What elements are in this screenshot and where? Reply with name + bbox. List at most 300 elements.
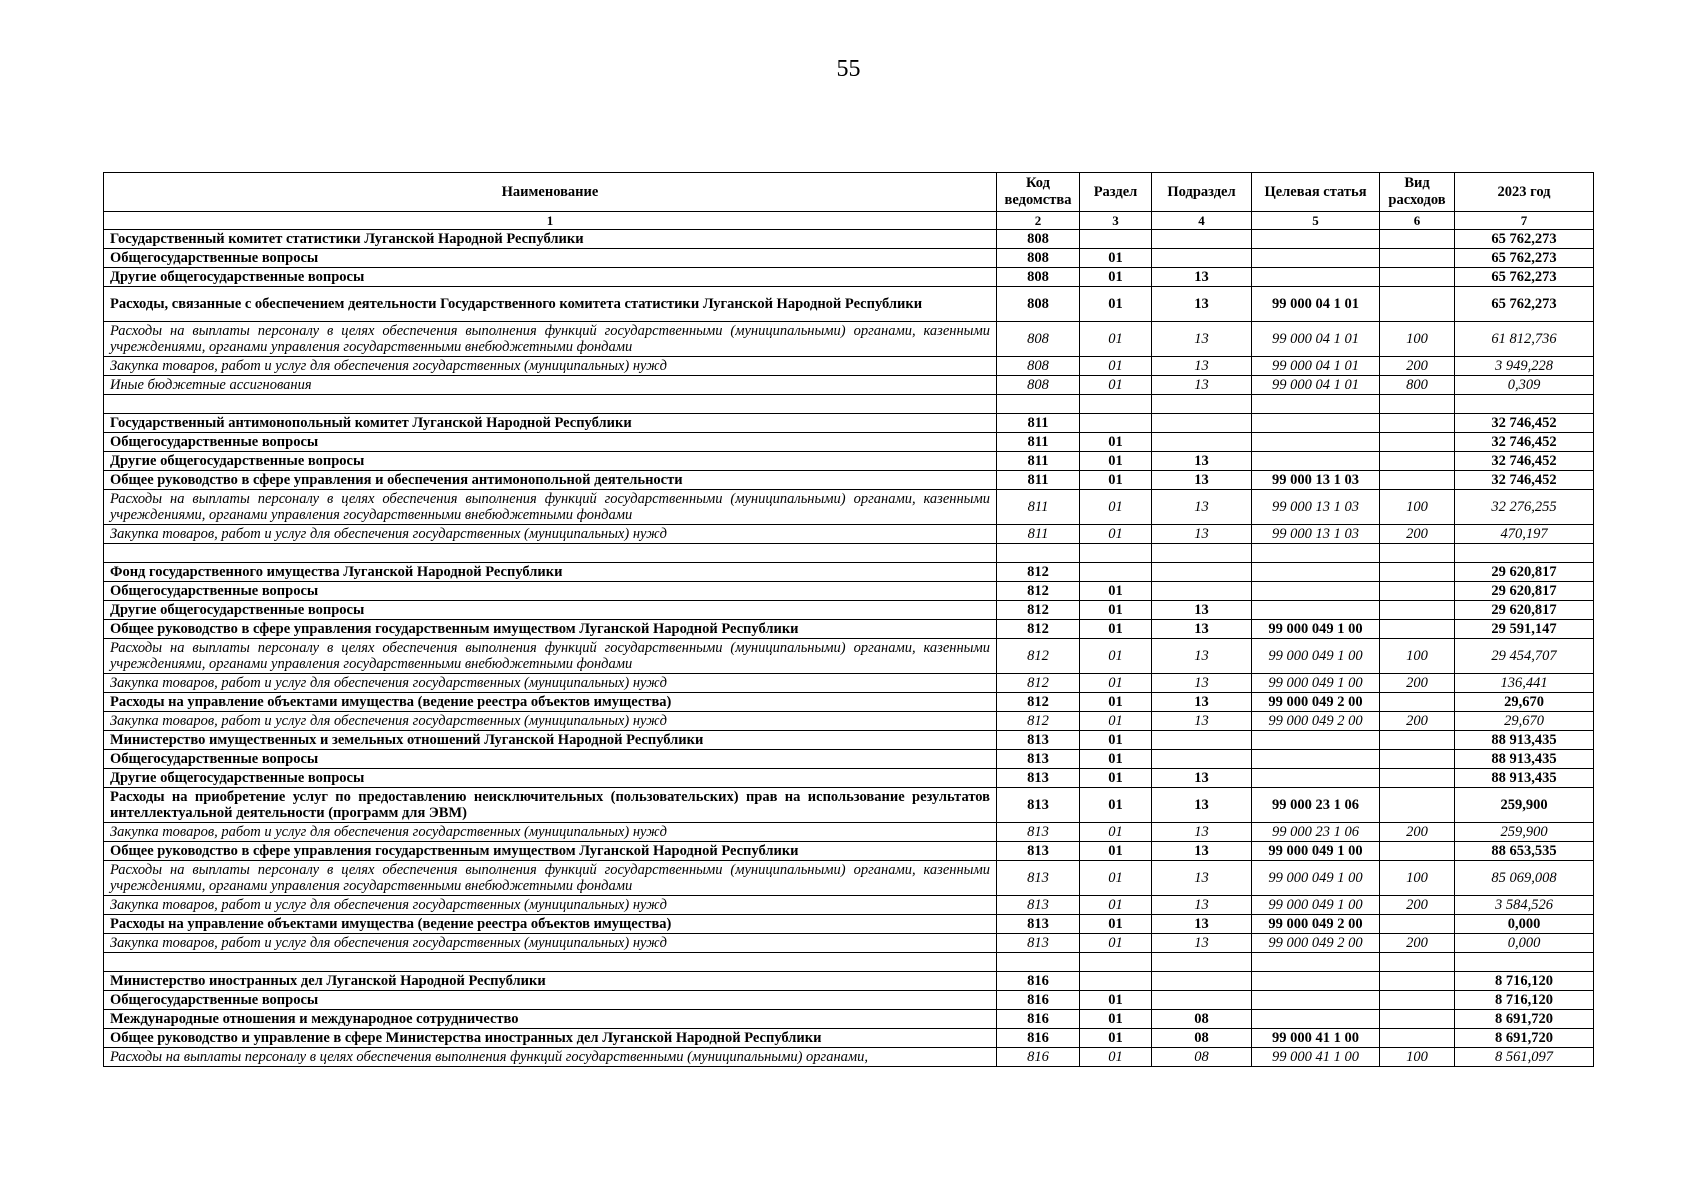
cell-name: Расходы, связанные с обеспечением деятельности Государственного комитета статистики Луганской Народной Республики: [104, 287, 997, 322]
cell-dept-code: 808: [997, 322, 1080, 357]
table-row: [104, 896, 1594, 915]
cell-target-item: 99 000 04 1 01: [1252, 376, 1380, 395]
cell-name: [104, 544, 997, 563]
cell-dept-code: 808: [997, 230, 1080, 249]
cell-dept-code: 811: [997, 490, 1080, 525]
cell-name: Другие общегосударственные вопросы: [104, 769, 997, 788]
cell-section: 01: [1080, 693, 1152, 712]
cell-target-item: 99 000 13 1 03: [1252, 471, 1380, 490]
cell-name: Общегосударственные вопросы: [104, 991, 997, 1010]
cell-target-item: 99 000 04 1 01: [1252, 287, 1380, 322]
cell-target-item: [1252, 953, 1380, 972]
cell-dept-code: 808: [997, 357, 1080, 376]
table-row: [104, 769, 1594, 788]
cell-amount: [1455, 395, 1594, 414]
table-row: [104, 268, 1594, 287]
cell-subsection: 13: [1152, 357, 1252, 376]
table-row: [104, 471, 1594, 490]
cell-amount: 3 949,228: [1455, 357, 1594, 376]
cell-amount: 32 746,452: [1455, 452, 1594, 471]
cell-expense-type: 100: [1380, 490, 1455, 525]
cell-section: [1080, 563, 1152, 582]
cell-expense-type: [1380, 915, 1455, 934]
cell-name: Другие общегосударственные вопросы: [104, 452, 997, 471]
cell-target-item: [1252, 601, 1380, 620]
page-number: 55: [836, 56, 861, 82]
cell-dept-code: 812: [997, 601, 1080, 620]
table-row: [104, 376, 1594, 395]
cell-section: 01: [1080, 268, 1152, 287]
table-row: [104, 823, 1594, 842]
column-number: 1: [104, 212, 997, 230]
column-number: 5: [1252, 212, 1380, 230]
cell-name: Расходы на выплаты персоналу в целях обеспечения выполнения функций государственными (муниципальными) органами,: [104, 1048, 997, 1067]
cell-expense-type: [1380, 433, 1455, 452]
header-year-2023: 2023 год: [1455, 173, 1594, 212]
table-row: [104, 991, 1594, 1010]
cell-target-item: [1252, 991, 1380, 1010]
cell-name: [104, 953, 997, 972]
cell-subsection: 13: [1152, 915, 1252, 934]
cell-section: 01: [1080, 357, 1152, 376]
cell-dept-code: 812: [997, 639, 1080, 674]
table-row: [104, 287, 1594, 322]
cell-target-item: 99 000 13 1 03: [1252, 490, 1380, 525]
cell-section: 01: [1080, 842, 1152, 861]
cell-name: Государственный комитет статистики Луганской Народной Республики: [104, 230, 997, 249]
column-number-row: [104, 212, 1594, 230]
column-number: 7: [1455, 212, 1594, 230]
cell-target-item: 99 000 41 1 00: [1252, 1048, 1380, 1067]
cell-name: Закупка товаров, работ и услуг для обеспечения государственных (муниципальных) нужд: [104, 934, 997, 953]
cell-name: Закупка товаров, работ и услуг для обеспечения государственных (муниципальных) нужд: [104, 896, 997, 915]
column-number: 6: [1380, 212, 1455, 230]
cell-amount: 32 746,452: [1455, 433, 1594, 452]
table-row: [104, 788, 1594, 823]
cell-target-item: [1252, 544, 1380, 563]
cell-section: 01: [1080, 490, 1152, 525]
cell-dept-code: 808: [997, 287, 1080, 322]
cell-amount: 85 069,008: [1455, 861, 1594, 896]
header-target-item: Целевая статья: [1252, 173, 1380, 212]
cell-name: Общее руководство в сфере управления и обеспечения антимонопольной деятельности: [104, 471, 997, 490]
cell-target-item: [1252, 750, 1380, 769]
cell-amount: 32 746,452: [1455, 471, 1594, 490]
cell-target-item: 99 000 049 2 00: [1252, 934, 1380, 953]
table-row: [104, 249, 1594, 268]
cell-target-item: [1252, 452, 1380, 471]
cell-subsection: [1152, 563, 1252, 582]
cell-target-item: 99 000 049 1 00: [1252, 861, 1380, 896]
cell-amount: 29 454,707: [1455, 639, 1594, 674]
table-row: [104, 490, 1594, 525]
blank-row: [104, 395, 1594, 414]
cell-amount: 32 746,452: [1455, 414, 1594, 433]
cell-section: 01: [1080, 823, 1152, 842]
cell-name: [104, 395, 997, 414]
cell-section: 01: [1080, 525, 1152, 544]
cell-expense-type: [1380, 582, 1455, 601]
cell-name: Расходы на приобретение услуг по предоставлению неисключительных (пользовательских) прав на использование результатов интеллектуальной деятельности (программ для ЭВМ): [104, 788, 997, 823]
cell-section: 01: [1080, 601, 1152, 620]
cell-dept-code: 813: [997, 842, 1080, 861]
header-section: Раздел: [1080, 173, 1152, 212]
cell-amount: 88 653,535: [1455, 842, 1594, 861]
cell-target-item: 99 000 049 1 00: [1252, 842, 1380, 861]
cell-amount: [1455, 953, 1594, 972]
cell-name: Государственный антимонопольный комитет Луганской Народной Республики: [104, 414, 997, 433]
header-row: [104, 173, 1594, 212]
cell-name: Закупка товаров, работ и услуг для обеспечения государственных (муниципальных) нужд: [104, 674, 997, 693]
cell-amount: 65 762,273: [1455, 268, 1594, 287]
cell-subsection: 13: [1152, 376, 1252, 395]
cell-subsection: [1152, 230, 1252, 249]
cell-dept-code: 813: [997, 788, 1080, 823]
cell-subsection: 13: [1152, 287, 1252, 322]
cell-dept-code: 811: [997, 414, 1080, 433]
cell-subsection: 13: [1152, 620, 1252, 639]
cell-target-item: 99 000 049 2 00: [1252, 693, 1380, 712]
header-dept-code: Код ведомства: [997, 173, 1080, 212]
cell-section: 01: [1080, 582, 1152, 601]
cell-section: 01: [1080, 934, 1152, 953]
header-name: Наименование: [104, 173, 997, 212]
cell-expense-type: [1380, 750, 1455, 769]
cell-section: 01: [1080, 731, 1152, 750]
cell-section: 01: [1080, 991, 1152, 1010]
cell-dept-code: 812: [997, 582, 1080, 601]
table-row: [104, 601, 1594, 620]
cell-amount: 29,670: [1455, 712, 1594, 731]
cell-subsection: [1152, 433, 1252, 452]
cell-name: Расходы на управление объектами имущества (ведение реестра объектов имущества): [104, 915, 997, 934]
table-row: [104, 674, 1594, 693]
cell-subsection: [1152, 582, 1252, 601]
cell-subsection: 13: [1152, 471, 1252, 490]
cell-dept-code: 812: [997, 693, 1080, 712]
cell-expense-type: [1380, 731, 1455, 750]
cell-section: 01: [1080, 1029, 1152, 1048]
cell-target-item: 99 000 23 1 06: [1252, 823, 1380, 842]
cell-subsection: 13: [1152, 934, 1252, 953]
cell-amount: 61 812,736: [1455, 322, 1594, 357]
cell-subsection: 13: [1152, 452, 1252, 471]
cell-expense-type: 200: [1380, 525, 1455, 544]
cell-amount: 0,000: [1455, 915, 1594, 934]
cell-dept-code: 812: [997, 563, 1080, 582]
cell-name: Закупка товаров, работ и услуг для обеспечения государственных (муниципальных) нужд: [104, 823, 997, 842]
cell-amount: 29 620,817: [1455, 601, 1594, 620]
cell-dept-code: 813: [997, 896, 1080, 915]
cell-target-item: [1252, 582, 1380, 601]
cell-subsection: 13: [1152, 769, 1252, 788]
cell-name: Министерство иностранных дел Луганской Народной Республики: [104, 972, 997, 991]
cell-section: [1080, 972, 1152, 991]
cell-target-item: [1252, 769, 1380, 788]
table-row: [104, 433, 1594, 452]
cell-name: Иные бюджетные ассигнования: [104, 376, 997, 395]
cell-name: Общегосударственные вопросы: [104, 249, 997, 268]
cell-target-item: 99 000 049 2 00: [1252, 712, 1380, 731]
cell-name: Расходы на выплаты персоналу в целях обеспечения выполнения функций государственными (муниципальными) органами, казенными учреждениями, органами управления государственными внебюджетными фондами: [104, 639, 997, 674]
cell-amount: 8 561,097: [1455, 1048, 1594, 1067]
cell-section: 01: [1080, 620, 1152, 639]
cell-section: [1080, 544, 1152, 563]
cell-expense-type: [1380, 991, 1455, 1010]
cell-section: 01: [1080, 712, 1152, 731]
cell-target-item: [1252, 395, 1380, 414]
cell-amount: 29 620,817: [1455, 582, 1594, 601]
cell-section: 01: [1080, 471, 1152, 490]
cell-name: Общегосударственные вопросы: [104, 433, 997, 452]
cell-target-item: [1252, 268, 1380, 287]
cell-name: Общее руководство и управление в сфере Министерства иностранных дел Луганской Народной Республики: [104, 1029, 997, 1048]
cell-expense-type: 200: [1380, 934, 1455, 953]
table-row: [104, 357, 1594, 376]
cell-expense-type: 100: [1380, 1048, 1455, 1067]
cell-expense-type: [1380, 395, 1455, 414]
cell-section: 01: [1080, 769, 1152, 788]
cell-subsection: 08: [1152, 1048, 1252, 1067]
table-row: [104, 750, 1594, 769]
cell-section: 01: [1080, 896, 1152, 915]
table-row: [104, 525, 1594, 544]
cell-dept-code: [997, 395, 1080, 414]
table-body: [104, 230, 1594, 1067]
cell-dept-code: 812: [997, 674, 1080, 693]
cell-expense-type: [1380, 972, 1455, 991]
cell-section: 01: [1080, 861, 1152, 896]
column-number: 4: [1152, 212, 1252, 230]
table-row: [104, 693, 1594, 712]
cell-dept-code: 816: [997, 1010, 1080, 1029]
cell-expense-type: 800: [1380, 376, 1455, 395]
table-row: [104, 972, 1594, 991]
cell-name: Министерство имущественных и земельных отношений Луганской Народной Республики: [104, 731, 997, 750]
cell-name: Расходы на управление объектами имущества (ведение реестра объектов имущества): [104, 693, 997, 712]
cell-amount: 8 691,720: [1455, 1010, 1594, 1029]
cell-section: 01: [1080, 1010, 1152, 1029]
cell-target-item: 99 000 049 1 00: [1252, 674, 1380, 693]
cell-name: Общее руководство в сфере управления государственным имуществом Луганской Народной Республики: [104, 620, 997, 639]
cell-name: Другие общегосударственные вопросы: [104, 268, 997, 287]
cell-dept-code: 813: [997, 823, 1080, 842]
table-row: [104, 414, 1594, 433]
cell-subsection: 08: [1152, 1029, 1252, 1048]
cell-subsection: [1152, 953, 1252, 972]
cell-amount: 65 762,273: [1455, 230, 1594, 249]
cell-subsection: 13: [1152, 861, 1252, 896]
cell-expense-type: [1380, 563, 1455, 582]
cell-subsection: 13: [1152, 268, 1252, 287]
cell-target-item: 99 000 23 1 06: [1252, 788, 1380, 823]
cell-target-item: [1252, 563, 1380, 582]
cell-subsection: 13: [1152, 896, 1252, 915]
cell-target-item: 99 000 049 1 00: [1252, 620, 1380, 639]
cell-section: 01: [1080, 452, 1152, 471]
cell-amount: 29 591,147: [1455, 620, 1594, 639]
cell-subsection: 13: [1152, 788, 1252, 823]
cell-expense-type: [1380, 788, 1455, 823]
column-number: 2: [997, 212, 1080, 230]
cell-target-item: [1252, 433, 1380, 452]
cell-amount: 88 913,435: [1455, 731, 1594, 750]
cell-name: Общегосударственные вопросы: [104, 750, 997, 769]
table-row: [104, 582, 1594, 601]
cell-target-item: 99 000 04 1 01: [1252, 322, 1380, 357]
cell-dept-code: 811: [997, 471, 1080, 490]
cell-amount: 65 762,273: [1455, 287, 1594, 322]
cell-subsection: 13: [1152, 693, 1252, 712]
cell-subsection: [1152, 750, 1252, 769]
cell-name: Расходы на выплаты персоналу в целях обеспечения выполнения функций государственными (муниципальными) органами, казенными учреждениями, органами управления государственными внебюджетными фондами: [104, 322, 997, 357]
cell-name: Закупка товаров, работ и услуг для обеспечения государственных (муниципальных) нужд: [104, 712, 997, 731]
cell-section: 01: [1080, 376, 1152, 395]
blank-row: [104, 953, 1594, 972]
cell-dept-code: 813: [997, 934, 1080, 953]
cell-expense-type: 200: [1380, 712, 1455, 731]
table-row: [104, 452, 1594, 471]
cell-amount: 88 913,435: [1455, 750, 1594, 769]
cell-section: 01: [1080, 433, 1152, 452]
cell-amount: 259,900: [1455, 823, 1594, 842]
cell-amount: 88 913,435: [1455, 769, 1594, 788]
table-row: [104, 842, 1594, 861]
cell-subsection: 13: [1152, 823, 1252, 842]
cell-amount: 0,309: [1455, 376, 1594, 395]
cell-expense-type: 100: [1380, 861, 1455, 896]
cell-section: 01: [1080, 1048, 1152, 1067]
cell-name: Расходы на выплаты персоналу в целях обеспечения выполнения функций государственными (муниципальными) органами, казенными учреждениями, органами управления государственными внебюджетными фондами: [104, 490, 997, 525]
cell-amount: 29 620,817: [1455, 563, 1594, 582]
cell-expense-type: [1380, 544, 1455, 563]
cell-section: 01: [1080, 249, 1152, 268]
cell-expense-type: [1380, 268, 1455, 287]
cell-amount: 8 716,120: [1455, 991, 1594, 1010]
cell-dept-code: 811: [997, 452, 1080, 471]
table-row: [104, 322, 1594, 357]
cell-expense-type: 200: [1380, 823, 1455, 842]
cell-subsection: [1152, 544, 1252, 563]
cell-expense-type: [1380, 471, 1455, 490]
cell-section: [1080, 414, 1152, 433]
cell-amount: 0,000: [1455, 934, 1594, 953]
blank-row: [104, 544, 1594, 563]
cell-amount: 8 716,120: [1455, 972, 1594, 991]
cell-dept-code: 813: [997, 750, 1080, 769]
cell-subsection: 13: [1152, 525, 1252, 544]
cell-expense-type: [1380, 620, 1455, 639]
cell-subsection: 13: [1152, 712, 1252, 731]
cell-subsection: [1152, 249, 1252, 268]
cell-section: 01: [1080, 287, 1152, 322]
cell-expense-type: 200: [1380, 357, 1455, 376]
cell-expense-type: [1380, 953, 1455, 972]
cell-subsection: 13: [1152, 601, 1252, 620]
table-row: [104, 1048, 1594, 1067]
cell-amount: [1455, 544, 1594, 563]
cell-amount: 259,900: [1455, 788, 1594, 823]
cell-amount: 8 691,720: [1455, 1029, 1594, 1048]
cell-expense-type: 200: [1380, 896, 1455, 915]
cell-dept-code: 816: [997, 991, 1080, 1010]
cell-section: [1080, 953, 1152, 972]
cell-amount: 3 584,526: [1455, 896, 1594, 915]
cell-name: Международные отношения и международное сотрудничество: [104, 1010, 997, 1029]
cell-target-item: [1252, 1010, 1380, 1029]
cell-expense-type: [1380, 769, 1455, 788]
table-row: [104, 1029, 1594, 1048]
cell-expense-type: [1380, 1010, 1455, 1029]
cell-dept-code: 808: [997, 249, 1080, 268]
cell-subsection: [1152, 972, 1252, 991]
cell-name: Фонд государственного имущества Луганской Народной Республики: [104, 563, 997, 582]
cell-name: Общегосударственные вопросы: [104, 582, 997, 601]
cell-subsection: 13: [1152, 322, 1252, 357]
cell-expense-type: [1380, 230, 1455, 249]
cell-section: 01: [1080, 322, 1152, 357]
cell-target-item: [1252, 972, 1380, 991]
cell-expense-type: [1380, 1029, 1455, 1048]
cell-dept-code: 816: [997, 972, 1080, 991]
cell-expense-type: 100: [1380, 322, 1455, 357]
cell-subsection: 13: [1152, 490, 1252, 525]
cell-target-item: 99 000 13 1 03: [1252, 525, 1380, 544]
cell-section: [1080, 395, 1152, 414]
cell-dept-code: 816: [997, 1029, 1080, 1048]
cell-subsection: [1152, 991, 1252, 1010]
cell-target-item: [1252, 731, 1380, 750]
cell-dept-code: [997, 544, 1080, 563]
table-row: [104, 934, 1594, 953]
cell-target-item: [1252, 414, 1380, 433]
cell-dept-code: 812: [997, 620, 1080, 639]
cell-dept-code: 811: [997, 433, 1080, 452]
cell-amount: 470,197: [1455, 525, 1594, 544]
cell-expense-type: [1380, 452, 1455, 471]
table-row: [104, 861, 1594, 896]
cell-amount: 29,670: [1455, 693, 1594, 712]
cell-section: 01: [1080, 750, 1152, 769]
cell-subsection: 13: [1152, 674, 1252, 693]
cell-expense-type: [1380, 842, 1455, 861]
cell-amount: 32 276,255: [1455, 490, 1594, 525]
cell-target-item: 99 000 049 1 00: [1252, 896, 1380, 915]
cell-target-item: [1252, 230, 1380, 249]
cell-subsection: 13: [1152, 842, 1252, 861]
cell-target-item: 99 000 049 2 00: [1252, 915, 1380, 934]
cell-expense-type: [1380, 287, 1455, 322]
cell-expense-type: 100: [1380, 639, 1455, 674]
cell-name: Закупка товаров, работ и услуг для обеспечения государственных (муниципальных) нужд: [104, 525, 997, 544]
cell-section: 01: [1080, 674, 1152, 693]
cell-dept-code: 813: [997, 731, 1080, 750]
cell-amount: 136,441: [1455, 674, 1594, 693]
table-row: [104, 915, 1594, 934]
cell-name: Расходы на выплаты персоналу в целях обеспечения выполнения функций государственными (муниципальными) органами, казенными учреждениями, органами управления государственными внебюджетными фондами: [104, 861, 997, 896]
cell-subsection: [1152, 414, 1252, 433]
cell-expense-type: [1380, 414, 1455, 433]
table-row: [104, 563, 1594, 582]
cell-expense-type: [1380, 693, 1455, 712]
cell-amount: 65 762,273: [1455, 249, 1594, 268]
cell-section: 01: [1080, 788, 1152, 823]
budget-table: [103, 172, 1594, 1067]
cell-section: 01: [1080, 639, 1152, 674]
cell-name: Общее руководство в сфере управления государственным имуществом Луганской Народной Республики: [104, 842, 997, 861]
table-row: [104, 620, 1594, 639]
table-row: [104, 712, 1594, 731]
